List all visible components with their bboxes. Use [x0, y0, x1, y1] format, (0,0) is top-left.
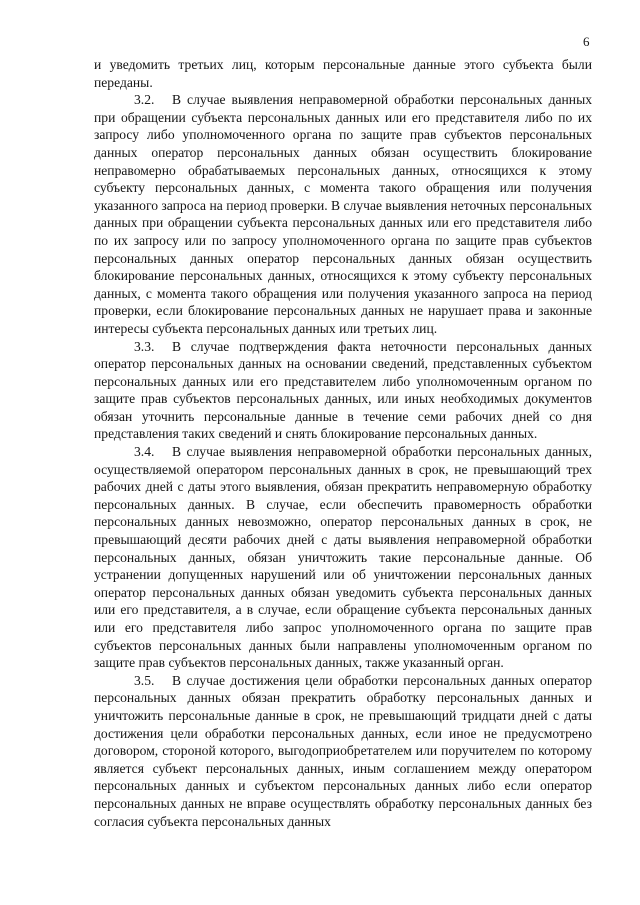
paragraph-3-3	[94, 338, 592, 444]
paragraph-text: В случае выявления неправомерной обработки персональных данных при обращении субъекта персональных данных или его представителя либо по их запросу либо уполномоченного органа по защите прав субъектов персональных данных оператор персональных данных обязан осуществить блокирование неправомерно обрабатываемых персональных данных, относящихся к этому субъекту персональных данных, с момента такого обращения или получения указанного запроса на период проверки. В случае выявления неточных персональных данных при обращении субъекта персональных данных или его представителя либо по их запросу или по запросу уполномоченного органа по защите прав субъектов персональных данных оператор персональных данных обязан осуществить блокирование персональных данных, относящихся к этому субъекту персональных данных, с момента такого обращения или получения указанного запроса на период проверки, если блокирование персональных данных не нарушает права и законные интересы субъекта персональных данных или третьих лиц.	[94, 92, 592, 336]
document-body	[94, 56, 592, 830]
paragraph-text: и уведомить третьих лиц, которым персональные данные этого субъекта были переданы.	[94, 57, 592, 90]
paragraph-3-2	[94, 91, 592, 337]
paragraph-number: 3.5.	[134, 672, 155, 688]
paragraph-continuation	[94, 56, 592, 91]
paragraph-text: В случае выявления неправомерной обработки персональных данных, осуществляемой оператором персональных данных в срок, не превышающий трех рабочих дней с даты этого выявления, обязан прекратить неправомерную обработку персональных данных. В случае, если обеспечить правомерность обработки персональных данных невозможно, оператор персональных данных в срок, не превышающий десяти рабочих дней с даты выявления неправомерной обработки персональных данных, обязан уничтожить такие персональные данные. Об устранении допущенных нарушений или об уничтожении персональных данных оператор персональных данных обязан уведомить субъекта персональных данных или его представителя, а в случае, если обращение субъекта персональных данных или его представителя либо запрос уполномоченного органа по защите прав субъектов персональных данных были направлены уполномоченным органом по защите прав субъектов персональных данных, также указанный орган.	[94, 444, 592, 671]
page-number: 6	[583, 34, 590, 49]
paragraph-text: В случае достижения цели обработки персональных данных оператор персональных данных обязан прекратить обработку персональных данных и уничтожить персональные данные в срок, не превышающий тридцати дней с даты достижения цели обработки персональных данных, если иное не предусмотрено договором, стороной которого, выгодоприобретателем или поручителем по которому является субъект персональных данных, иным соглашением между оператором персональных данных и субъектом персональных данных либо если оператор персональных данных не вправе осуществлять обработку персональных данных без согласия субъекта персональных данных	[94, 672, 592, 829]
paragraph-number: 3.2.	[134, 92, 155, 108]
paragraph-3-4	[94, 443, 592, 672]
paragraph-number: 3.3.	[134, 338, 155, 354]
paragraph-text: В случае подтверждения факта неточности персональных данных оператор персональных данных на основании сведений, представленных субъектом персональных данных или его представителем либо уполномоченным органом по защите прав субъектов персональных данных, или иных необходимых документов обязан уточнить персональные данные в течение семи рабочих дней со дня представления таких сведений и снять блокирование персональных данных.	[94, 338, 592, 442]
paragraph-number: 3.4.	[134, 444, 155, 460]
paragraph-3-5	[94, 672, 592, 830]
